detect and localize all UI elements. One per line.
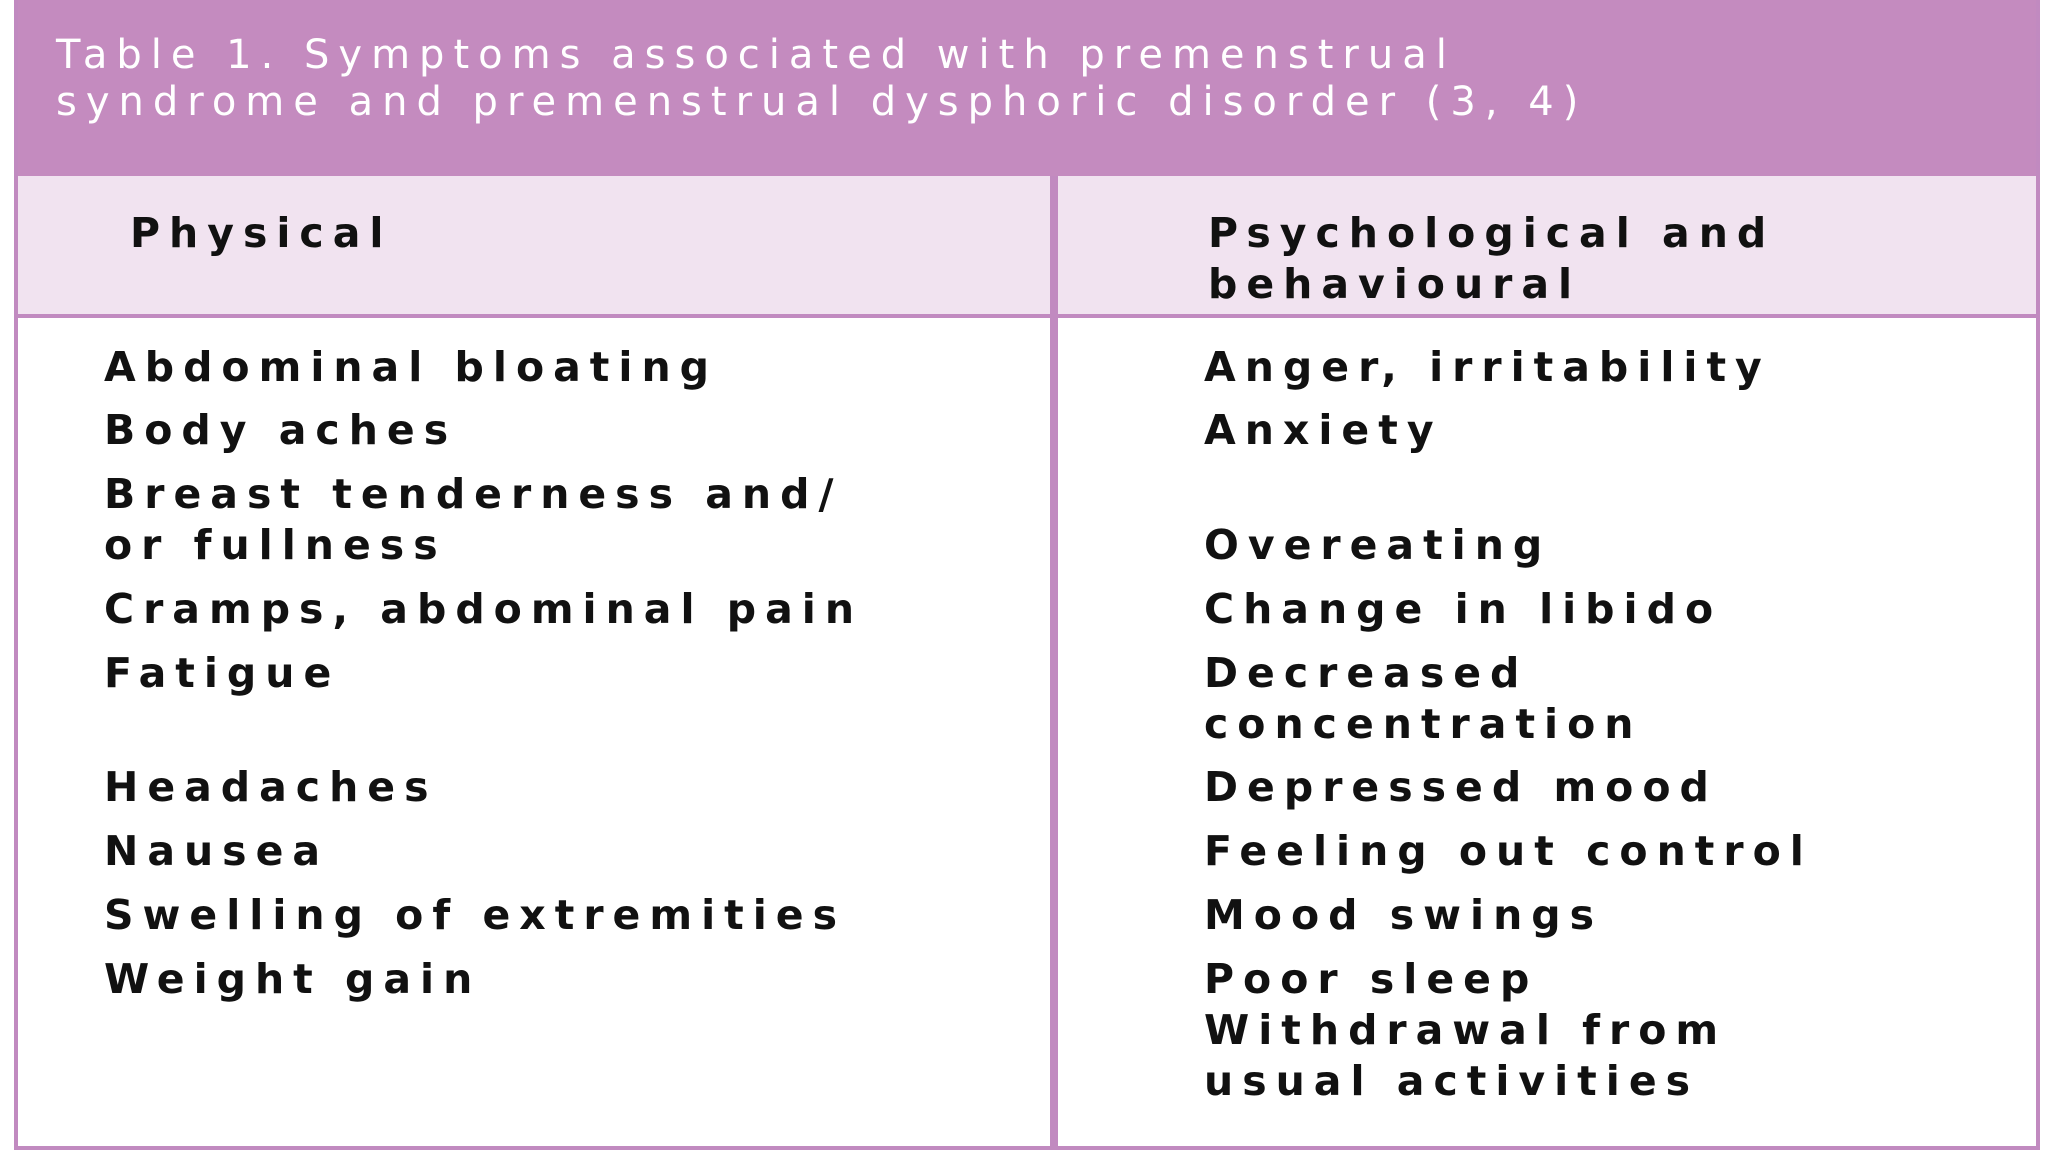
psychological-item: Change in libido — [1204, 585, 1723, 633]
psychological-item: Mood swings — [1204, 891, 1604, 939]
psychological-item: Anxiety — [1204, 406, 1443, 454]
table-caption — [18, 0, 2036, 176]
physical-item: Breast tenderness and/ — [104, 470, 843, 518]
physical-item: Headaches — [104, 763, 438, 811]
psychological-item: usual activities — [1204, 1057, 1700, 1105]
psychological-item: Poor sleep — [1204, 955, 1539, 1003]
psychological-item: Overeating — [1204, 521, 1552, 569]
physical-item: Weight gain — [104, 955, 482, 1003]
physical-column — [18, 176, 1050, 1146]
physical-item: Nausea — [104, 827, 330, 875]
psychological-header-line-1: Psychological and — [1208, 209, 1776, 257]
psychological-item: Anger, irritability — [1204, 343, 1771, 391]
physical-item: Swelling of extremities — [104, 891, 846, 939]
column-divider — [1050, 176, 1058, 1146]
psychological-header — [1208, 208, 1968, 310]
physical-item: Fatigue — [104, 649, 341, 697]
psychological-item: Decreased — [1204, 649, 1529, 697]
caption-line-1: Table 1. Symptoms associated with premenstrual — [56, 32, 1456, 78]
physical-item: Body aches — [104, 406, 458, 454]
caption-line-2: syndrome and premenstrual dysphoric disorder (3, 4) — [56, 79, 1588, 125]
psychological-column — [1058, 176, 2036, 1146]
physical-item: Abdominal bloating — [104, 343, 718, 391]
psychological-item: Depressed mood — [1204, 763, 1718, 811]
psychological-item: Feeling out control — [1204, 827, 1813, 875]
psychological-header-line-2: behavioural — [1208, 260, 1582, 308]
physical-header-cell — [18, 176, 1050, 318]
physical-item: or fullness — [104, 521, 447, 569]
psychological-item: Withdrawal from — [1204, 1006, 1728, 1054]
psychological-header-cell — [1058, 176, 2036, 318]
physical-header: Physical — [130, 209, 393, 257]
physical-item: Cramps, abdominal pain — [104, 585, 864, 633]
symptoms-table — [14, 0, 2040, 1150]
psychological-item: concentration — [1204, 700, 1643, 748]
